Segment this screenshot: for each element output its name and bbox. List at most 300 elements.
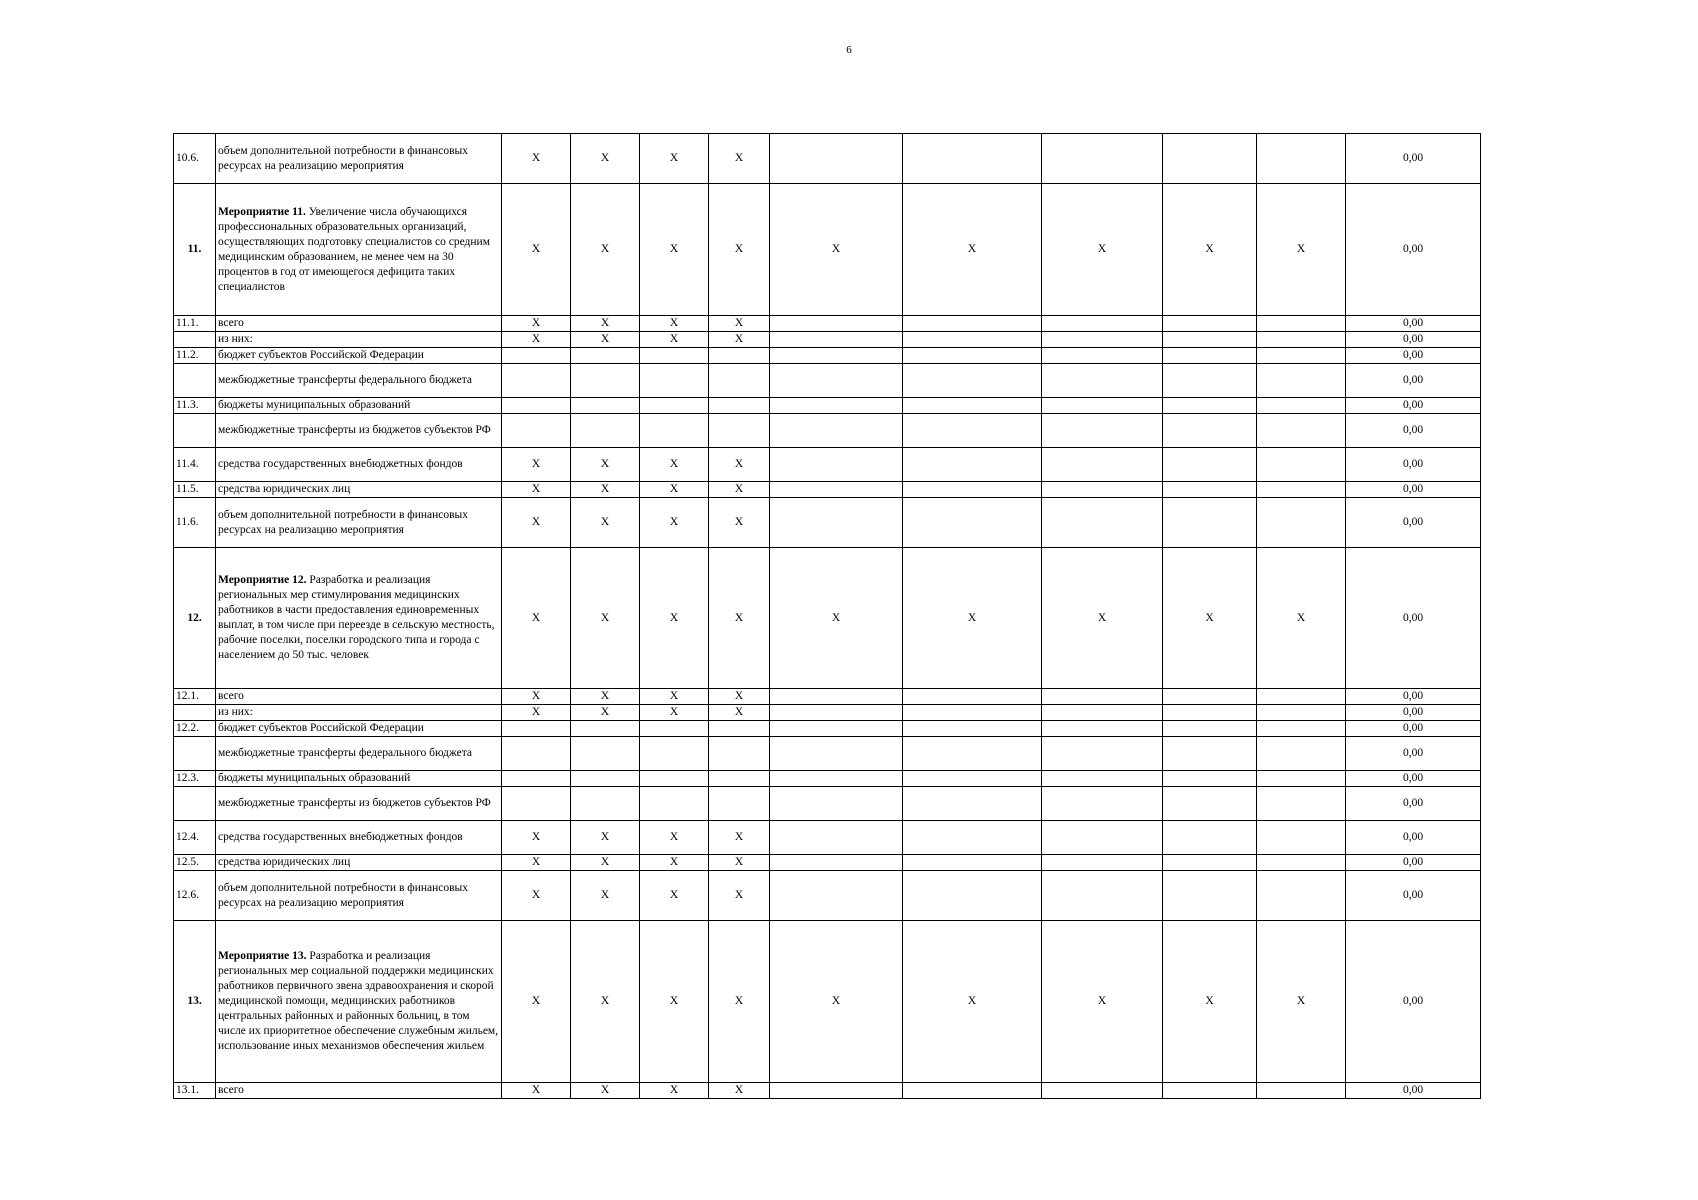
value-cell	[502, 414, 571, 448]
description-text: межбюджетные трансферты из бюджетов субъектов РФ	[218, 424, 491, 436]
description-text: средства юридических лиц	[218, 483, 351, 495]
value-cell: X	[571, 871, 640, 921]
value-cell: X	[571, 482, 640, 498]
description-text: из них:	[218, 333, 253, 345]
table-row	[174, 348, 1481, 364]
value-cell	[903, 1083, 1042, 1099]
total-cell: 0,00	[1346, 498, 1481, 548]
row-number: 12.	[174, 548, 216, 689]
value-cell: X	[640, 871, 709, 921]
value-cell: X	[640, 821, 709, 855]
value-cell: X	[1042, 548, 1163, 689]
value-cell: X	[502, 498, 571, 548]
value-cell: X	[903, 548, 1042, 689]
value-cell	[640, 414, 709, 448]
value-cell	[770, 316, 903, 332]
value-cell	[1042, 821, 1163, 855]
row-description	[216, 448, 502, 482]
value-cell: X	[502, 184, 571, 316]
value-cell	[709, 787, 770, 821]
row-number: 12.5.	[174, 855, 216, 871]
row-description	[216, 548, 502, 689]
value-cell	[1042, 134, 1163, 184]
value-cell: X	[571, 921, 640, 1083]
table-row	[174, 855, 1481, 871]
value-cell: X	[709, 184, 770, 316]
table-row	[174, 316, 1481, 332]
value-cell	[502, 348, 571, 364]
row-number: 12.1.	[174, 689, 216, 705]
table-row	[174, 689, 1481, 705]
value-cell	[1163, 855, 1257, 871]
value-cell: X	[502, 871, 571, 921]
value-cell	[903, 316, 1042, 332]
total-cell: 0,00	[1346, 705, 1481, 721]
value-cell	[1257, 705, 1346, 721]
table-row	[174, 737, 1481, 771]
value-cell	[1163, 482, 1257, 498]
value-cell: X	[502, 855, 571, 871]
value-cell	[903, 721, 1042, 737]
value-cell: X	[709, 821, 770, 855]
value-cell	[1042, 871, 1163, 921]
table-row	[174, 332, 1481, 348]
description-text: средства государственных внебюджетных фондов	[218, 831, 463, 843]
value-cell	[1257, 855, 1346, 871]
total-cell: 0,00	[1346, 771, 1481, 787]
value-cell: X	[640, 498, 709, 548]
value-cell	[770, 1083, 903, 1099]
row-number: 11.2.	[174, 348, 216, 364]
value-cell	[1257, 721, 1346, 737]
value-cell	[502, 721, 571, 737]
value-cell	[770, 498, 903, 548]
description-text: Разработка и реализация региональных мер стимулирования медицинских работников в части предоставления единовременных выплат, в том числе при переезде в сельскую местность, рабочие поселки, поселки городского типа и города с населением до 50 тыс. человек	[218, 574, 495, 661]
row-description	[216, 184, 502, 316]
value-cell	[770, 689, 903, 705]
value-cell: X	[571, 184, 640, 316]
budget-table	[173, 133, 1481, 1099]
table-row	[174, 482, 1481, 498]
value-cell: X	[571, 134, 640, 184]
value-cell	[1257, 332, 1346, 348]
value-cell	[1163, 705, 1257, 721]
value-cell: X	[709, 316, 770, 332]
table-row	[174, 364, 1481, 398]
row-number: 13.1.	[174, 1083, 216, 1099]
value-cell	[1042, 448, 1163, 482]
value-cell	[1042, 398, 1163, 414]
total-cell: 0,00	[1346, 398, 1481, 414]
value-cell: X	[502, 689, 571, 705]
value-cell	[903, 689, 1042, 705]
value-cell	[1042, 498, 1163, 548]
table-row	[174, 921, 1481, 1083]
value-cell	[571, 737, 640, 771]
value-cell	[903, 871, 1042, 921]
value-cell	[571, 721, 640, 737]
value-cell: X	[502, 705, 571, 721]
total-cell: 0,00	[1346, 332, 1481, 348]
total-cell: 0,00	[1346, 871, 1481, 921]
value-cell	[903, 414, 1042, 448]
value-cell	[903, 448, 1042, 482]
total-cell: 0,00	[1346, 348, 1481, 364]
value-cell	[770, 414, 903, 448]
value-cell	[903, 332, 1042, 348]
value-cell: X	[1163, 184, 1257, 316]
total-cell: 0,00	[1346, 787, 1481, 821]
value-cell	[1163, 787, 1257, 821]
total-cell: 0,00	[1346, 855, 1481, 871]
value-cell	[903, 821, 1042, 855]
row-number: 12.4.	[174, 821, 216, 855]
value-cell	[640, 771, 709, 787]
value-cell	[1257, 787, 1346, 821]
description-text: межбюджетные трансферты федерального бюджета	[218, 747, 473, 759]
description-text: бюджеты муниципальных образований	[218, 772, 411, 784]
row-description	[216, 821, 502, 855]
value-cell	[502, 787, 571, 821]
value-cell: X	[903, 184, 1042, 316]
value-cell: X	[640, 448, 709, 482]
row-number: 10.6.	[174, 134, 216, 184]
value-cell	[1163, 737, 1257, 771]
value-cell: X	[1163, 548, 1257, 689]
value-cell	[1163, 332, 1257, 348]
value-cell	[1257, 771, 1346, 787]
total-cell: 0,00	[1346, 448, 1481, 482]
table-row	[174, 787, 1481, 821]
value-cell	[1042, 737, 1163, 771]
row-description	[216, 737, 502, 771]
value-cell	[1163, 414, 1257, 448]
value-cell	[770, 348, 903, 364]
row-number: 12.3.	[174, 771, 216, 787]
value-cell	[1257, 821, 1346, 855]
value-cell: X	[709, 548, 770, 689]
description-text: Разработка и реализация региональных мер социальной поддержки медицинских работников первичного звена здравоохранения и скорой медицинской помощи, медицинских работников центральных районных и районных больниц, в том числе их приоритетное обеспечение служебным жильем, использование иных механизмов обеспечения жильем	[218, 950, 499, 1052]
total-cell: 0,00	[1346, 689, 1481, 705]
value-cell	[1042, 348, 1163, 364]
value-cell	[1042, 771, 1163, 787]
value-cell	[571, 414, 640, 448]
value-cell	[1163, 1083, 1257, 1099]
value-cell: X	[640, 689, 709, 705]
value-cell: X	[640, 482, 709, 498]
value-cell: X	[770, 184, 903, 316]
row-description	[216, 689, 502, 705]
row-description	[216, 364, 502, 398]
value-cell	[1042, 414, 1163, 448]
row-number: 12.6.	[174, 871, 216, 921]
value-cell: X	[640, 705, 709, 721]
value-cell: X	[571, 1083, 640, 1099]
value-cell	[903, 705, 1042, 721]
value-cell	[709, 737, 770, 771]
description-text: всего	[218, 317, 244, 329]
value-cell: X	[502, 332, 571, 348]
value-cell	[770, 855, 903, 871]
value-cell	[770, 448, 903, 482]
measure-title: Мероприятие 13.	[218, 950, 307, 962]
value-cell: X	[640, 332, 709, 348]
value-cell: X	[1163, 921, 1257, 1083]
value-cell: X	[709, 921, 770, 1083]
value-cell	[709, 348, 770, 364]
row-number	[174, 737, 216, 771]
row-number	[174, 414, 216, 448]
row-description	[216, 921, 502, 1083]
value-cell	[640, 398, 709, 414]
value-cell	[1257, 498, 1346, 548]
total-cell: 0,00	[1346, 364, 1481, 398]
row-description	[216, 787, 502, 821]
value-cell: X	[903, 921, 1042, 1083]
row-description	[216, 398, 502, 414]
value-cell: X	[770, 548, 903, 689]
value-cell	[1163, 498, 1257, 548]
row-number	[174, 332, 216, 348]
row-number: 11.	[174, 184, 216, 316]
value-cell	[571, 398, 640, 414]
value-cell: X	[709, 498, 770, 548]
row-number	[174, 705, 216, 721]
value-cell	[571, 771, 640, 787]
value-cell	[1042, 787, 1163, 821]
table-row	[174, 705, 1481, 721]
total-cell: 0,00	[1346, 482, 1481, 498]
value-cell: X	[709, 482, 770, 498]
value-cell	[770, 771, 903, 787]
description-text: всего	[218, 1084, 244, 1096]
total-cell: 0,00	[1346, 921, 1481, 1083]
row-description	[216, 348, 502, 364]
value-cell	[1163, 821, 1257, 855]
value-cell	[640, 737, 709, 771]
description-text: межбюджетные трансферты федерального бюджета	[218, 374, 473, 386]
value-cell: X	[1042, 184, 1163, 316]
description-text: из них:	[218, 706, 253, 718]
value-cell	[1257, 316, 1346, 332]
value-cell: X	[640, 548, 709, 689]
value-cell: X	[502, 548, 571, 689]
value-cell	[770, 737, 903, 771]
value-cell	[640, 348, 709, 364]
total-cell: 0,00	[1346, 821, 1481, 855]
description-text: объем дополнительной потребности в финансовых ресурсах на реализацию мероприятия	[218, 144, 469, 172]
row-number	[174, 364, 216, 398]
table-row	[174, 548, 1481, 689]
value-cell: X	[640, 855, 709, 871]
value-cell	[903, 787, 1042, 821]
value-cell	[1042, 689, 1163, 705]
value-cell: X	[709, 1083, 770, 1099]
value-cell	[709, 414, 770, 448]
row-number: 11.4.	[174, 448, 216, 482]
description-text: Увеличение числа обучающихся профессиональных образовательных организаций, осуществляющих подготовку специалистов со средним медицинским образованием, не менее чем на 30 процентов в год от имеющегося дефицита таких специалистов	[218, 205, 490, 293]
row-description	[216, 482, 502, 498]
value-cell	[1042, 855, 1163, 871]
value-cell	[709, 364, 770, 398]
value-cell	[903, 348, 1042, 364]
table-row	[174, 1083, 1481, 1099]
value-cell	[770, 398, 903, 414]
row-number: 13.	[174, 921, 216, 1083]
value-cell	[1163, 871, 1257, 921]
value-cell	[770, 482, 903, 498]
value-cell	[770, 787, 903, 821]
value-cell	[1257, 1083, 1346, 1099]
value-cell	[1163, 689, 1257, 705]
value-cell	[1042, 364, 1163, 398]
table-row	[174, 448, 1481, 482]
description-text: бюджеты муниципальных образований	[218, 399, 411, 411]
description-text: объем дополнительной потребности в финансовых ресурсах на реализацию мероприятия	[218, 508, 469, 536]
row-number: 12.2.	[174, 721, 216, 737]
value-cell: X	[571, 855, 640, 871]
value-cell: X	[709, 705, 770, 721]
value-cell: X	[640, 1083, 709, 1099]
row-description	[216, 316, 502, 332]
value-cell: X	[502, 1083, 571, 1099]
value-cell: X	[640, 921, 709, 1083]
value-cell	[1163, 134, 1257, 184]
table-row	[174, 721, 1481, 737]
description-text: межбюджетные трансферты из бюджетов субъектов РФ	[218, 797, 491, 809]
value-cell	[770, 364, 903, 398]
description-text: бюджет субъектов Российской Федерации	[218, 349, 424, 361]
value-cell	[903, 364, 1042, 398]
value-cell	[1042, 721, 1163, 737]
value-cell: X	[709, 332, 770, 348]
value-cell: X	[1257, 548, 1346, 689]
value-cell: X	[502, 448, 571, 482]
value-cell: X	[502, 821, 571, 855]
value-cell: X	[502, 921, 571, 1083]
total-cell: 0,00	[1346, 134, 1481, 184]
value-cell: X	[709, 689, 770, 705]
value-cell: X	[1257, 184, 1346, 316]
value-cell	[1257, 134, 1346, 184]
value-cell	[571, 348, 640, 364]
value-cell	[640, 721, 709, 737]
value-cell: X	[502, 134, 571, 184]
value-cell: X	[571, 548, 640, 689]
description-text: средства юридических лиц	[218, 856, 351, 868]
table-row	[174, 771, 1481, 787]
value-cell: X	[571, 448, 640, 482]
table-row	[174, 184, 1481, 316]
value-cell: X	[640, 134, 709, 184]
table-row	[174, 821, 1481, 855]
value-cell: X	[571, 705, 640, 721]
value-cell	[709, 398, 770, 414]
value-cell	[1257, 348, 1346, 364]
total-cell: 0,00	[1346, 721, 1481, 737]
value-cell: X	[709, 855, 770, 871]
value-cell	[571, 364, 640, 398]
value-cell	[502, 398, 571, 414]
table-row	[174, 398, 1481, 414]
row-number	[174, 787, 216, 821]
total-cell: 0,00	[1346, 316, 1481, 332]
row-description	[216, 721, 502, 737]
value-cell	[1163, 398, 1257, 414]
value-cell: X	[502, 316, 571, 332]
value-cell	[1042, 1083, 1163, 1099]
table-row	[174, 414, 1481, 448]
value-cell: X	[1257, 921, 1346, 1083]
row-description	[216, 134, 502, 184]
value-cell	[1257, 737, 1346, 771]
value-cell: X	[571, 316, 640, 332]
total-cell: 0,00	[1346, 414, 1481, 448]
row-description	[216, 414, 502, 448]
value-cell	[1257, 414, 1346, 448]
value-cell	[1257, 448, 1346, 482]
value-cell	[903, 498, 1042, 548]
row-description	[216, 771, 502, 787]
value-cell	[1042, 316, 1163, 332]
value-cell	[770, 134, 903, 184]
total-cell: 0,00	[1346, 184, 1481, 316]
value-cell: X	[1042, 921, 1163, 1083]
description-text: объем дополнительной потребности в финансовых ресурсах на реализацию мероприятия	[218, 881, 469, 909]
value-cell	[1163, 448, 1257, 482]
value-cell	[903, 134, 1042, 184]
value-cell: X	[640, 316, 709, 332]
row-number: 11.6.	[174, 498, 216, 548]
row-number: 11.3.	[174, 398, 216, 414]
value-cell: X	[571, 498, 640, 548]
total-cell: 0,00	[1346, 548, 1481, 689]
value-cell	[1042, 482, 1163, 498]
row-number: 11.1.	[174, 316, 216, 332]
value-cell	[1257, 364, 1346, 398]
table-row	[174, 871, 1481, 921]
value-cell	[502, 771, 571, 787]
value-cell	[1163, 771, 1257, 787]
description-text: бюджет субъектов Российской Федерации	[218, 722, 424, 734]
value-cell	[640, 364, 709, 398]
value-cell	[903, 398, 1042, 414]
value-cell	[770, 871, 903, 921]
value-cell	[1257, 398, 1346, 414]
table-row	[174, 134, 1481, 184]
table-row	[174, 498, 1481, 548]
value-cell	[571, 787, 640, 821]
value-cell	[770, 332, 903, 348]
page-number: 6	[846, 44, 852, 56]
value-cell	[1163, 364, 1257, 398]
value-cell	[903, 482, 1042, 498]
value-cell	[903, 737, 1042, 771]
value-cell	[1257, 871, 1346, 921]
row-description	[216, 1083, 502, 1099]
value-cell: X	[709, 134, 770, 184]
value-cell: X	[770, 921, 903, 1083]
value-cell	[709, 771, 770, 787]
value-cell	[640, 787, 709, 821]
value-cell: X	[571, 689, 640, 705]
value-cell: X	[571, 821, 640, 855]
measure-title: Мероприятие 12.	[218, 574, 307, 586]
value-cell	[1163, 316, 1257, 332]
value-cell: X	[571, 332, 640, 348]
value-cell	[1042, 332, 1163, 348]
row-description	[216, 871, 502, 921]
